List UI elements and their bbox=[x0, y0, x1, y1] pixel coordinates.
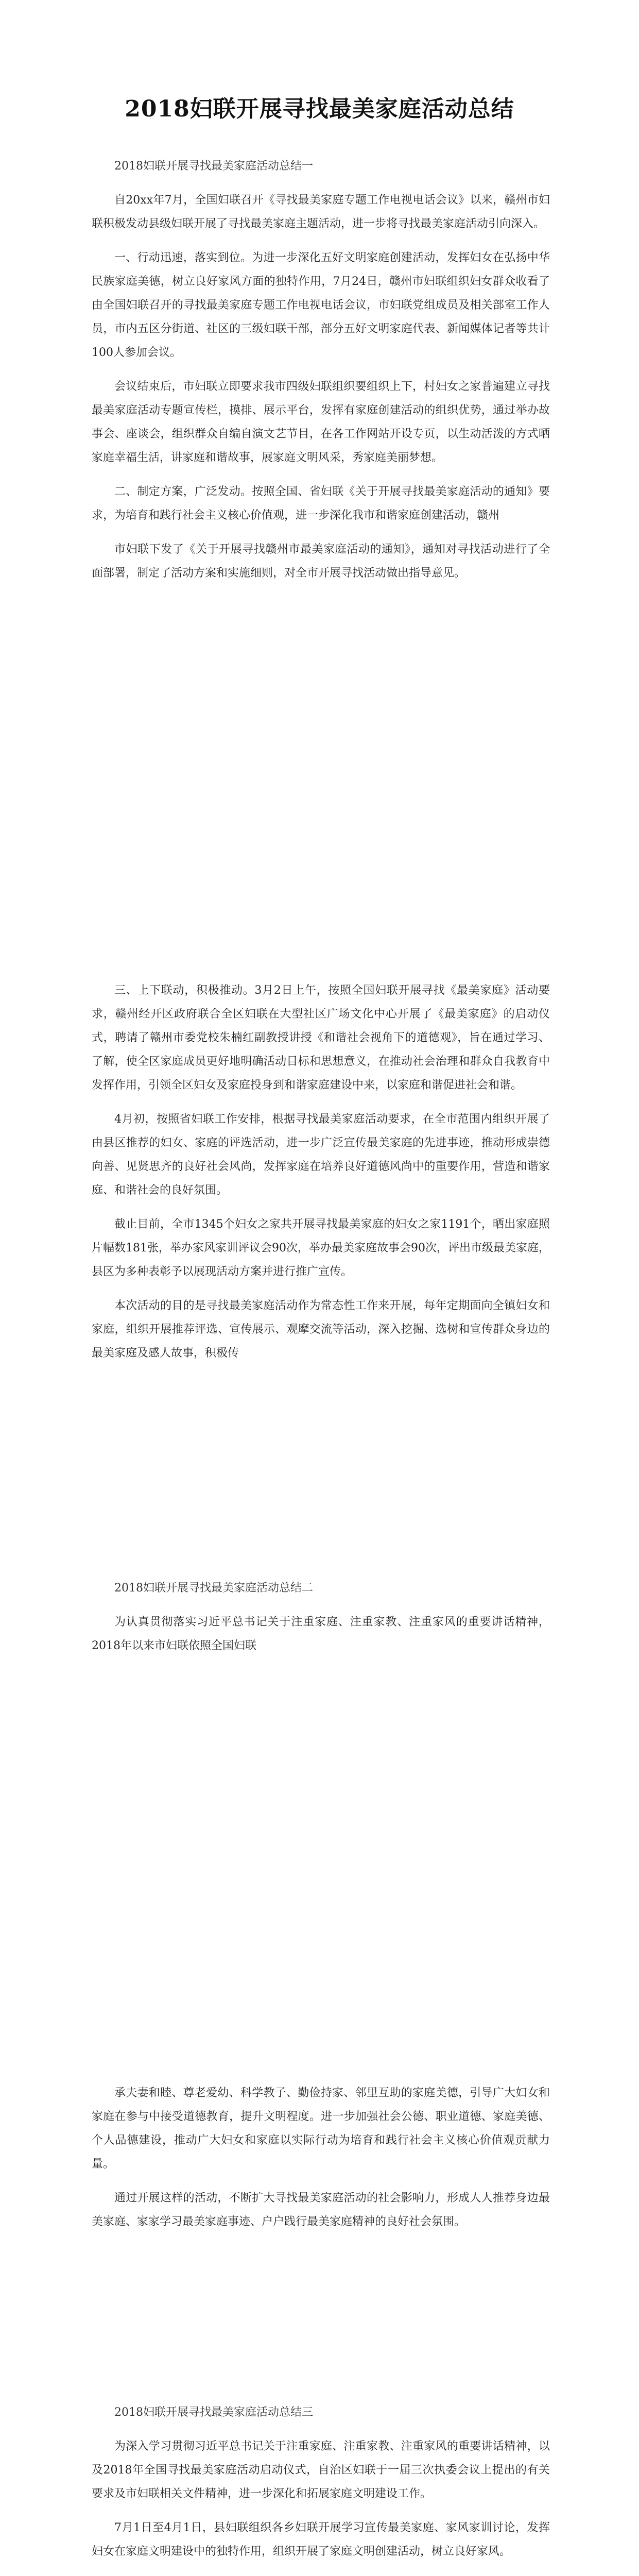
section-2 bbox=[92, 1577, 550, 1668]
paragraph: 7月1日至4月1日，县妇联组织各乡妇联开展学习宣传最美家庭、家风家训讨论，发挥妇女在家庭文明建设中的独特作用，组织开展了家庭文明创建活动，树立良好家风。 bbox=[92, 2521, 550, 2558]
paragraph: 自20xx年7月，全国妇联召开《寻找最美家庭专题工作电视电话会议》以来，赣州市妇联积极发动县级妇联开展了寻找最美家庭主题活动，进一步将寻找最美家庭活动引向深入。 bbox=[92, 194, 550, 230]
section-heading: 2018妇联开展寻找最美家庭活动总结二 bbox=[114, 1582, 313, 1595]
section-heading: 2018妇联开展寻找最美家庭活动总结三 bbox=[114, 2406, 313, 2419]
section-1 bbox=[92, 155, 550, 596]
paragraph: 二、制定方案，广泛发动。按照全国、省妇联《关于开展寻找最美家庭活动的通知》要求，为培育和践行社会主义核心价值观，进一步深化我市和谐家庭创建活动，赣州 bbox=[92, 485, 550, 522]
paragraph: 为深入学习贯彻习近平总书记关于注重家庭、注重家教、注重家风的重要讲话精神，以及2018年全国寻找最美家庭活动启动仪式，自治区妇联于一届三次执委会议上提出的有关要求及市妇联相关文件精神，进一步深化和拓展家庭文明建设工作。 bbox=[92, 2440, 550, 2500]
paragraph bbox=[92, 2574, 550, 2576]
paragraph: 会议结束后，市妇联立即要求我市四级妇联组织要组织上下，村妇女之家普遍建立寻找最美家庭活动专题宣传栏，摸排、展示平台，发挥有家庭创建活动的组织优势，通过举办故事会、座谈会，组织群众自编自演文艺节目，在各工作网站开设专页，以生动活泼的方式晒家庭幸福生活，讲家庭和谐故事，展家庭文明风采，秀家庭美丽梦想。 bbox=[92, 380, 550, 464]
section-1-continued bbox=[92, 979, 550, 1376]
paragraph: 一、行动迅速，落实到位。为进一步深化五好文明家庭创建活动，发挥妇女在弘扬中华民族家庭美德，树立良好家风方面的独特作用，7月24日，赣州市妇联组织妇女群众收看了由全国妇联召开的寻找最美家庭专题工作电视电话会议，市妇联党组成员及相关部室工作人员，市内五区分街道、社区的三级妇联干部，部分五好文明家庭代表、新闻媒体记者等共计100人参加会议。 bbox=[92, 251, 550, 359]
paragraph: 4月初，按照省妇联工作安排，根据寻找最美家庭活动要求，在全市范围内组织开展了由县区推荐的妇女、家庭的评选活动，进一步广泛宣传最美家庭的先进事迹，推动形成崇德向善、见贤思齐的良好社会风尚，发挥家庭在培养良好道德风尚中的重要作用，营造和谐家庭、和谐社会的良好氛围。 bbox=[92, 1113, 550, 1197]
paragraph: 承夫妻和睦、尊老爱幼、科学教子、勤俭持家、邻里互助的家庭美德，引导广大妇女和家庭在参与中接受道德教育，提升文明程度。进一步加强社会公德、职业道德、家庭美德、个人品德建设，推动广大妇女和家庭以实际行动为培育和践行社会主义核心价值观贡献力量。 bbox=[92, 2087, 550, 2171]
paragraph: 三、上下联动，积极推动。3月2日上午，按照全国妇联开展寻找《最美家庭》活动要求，赣州经开区政府联合全区妇联在大型社区广场文化中心开展了《最美家庭》的启动仪式，聘请了赣州市委党校朱楠红副教授讲授《和谐社会视角下的道德观》，旨在通过学习、了解，使全区家庭成员更好地明确活动目标和思想意义，在推动社会治理和群众自我教育中发挥作用，引领全区妇女及家庭投身到和谐家庭建设中来，以家庭和谐促进社会和谐。 bbox=[92, 984, 550, 1092]
document-title: 2018妇联开展寻找最美家庭活动总结 bbox=[125, 96, 514, 122]
paragraph: 为认真贯彻落实习近平总书记关于注重家庭、注重家教、注重家风的重要讲话精神，2018年以来市妇联依照全国妇联 bbox=[92, 1616, 550, 1652]
section-heading: 2018妇联开展寻找最美家庭活动总结一 bbox=[114, 160, 313, 173]
section-2-continued bbox=[92, 2081, 550, 2244]
paragraph: 本次活动的目的是寻找最美家庭活动作为常态性工作来开展，每年定期面向全镇妇女和家庭，组织开展推荐评选、宣传展示、观摩交流等活动，深入挖掘、选树和宣传群众身边的最美家庭及感人故事，积极传 bbox=[92, 1299, 550, 1360]
paragraph: 截止目前，全市1345个妇女之家共开展寻找最美家庭的妇女之家1191个，晒出家庭照片幅数181张，举办家风家训评议会90次，举办最美家庭故事会90次，评出市级最美家庭，县区为多种表彰予以展现活动方案并进行推广宣传。 bbox=[92, 1218, 550, 1278]
paragraph: 通过开展这样的活动，不断扩大寻找最美家庭活动的社会影响力，形成人人推荐身边最美家庭、家家学习最美家庭事迹、户户践行最美家庭精神的良好社会氛围。 bbox=[92, 2192, 550, 2228]
section-3 bbox=[92, 2401, 550, 2576]
paragraph: 市妇联下发了《关于开展寻找赣州市最美家庭活动的通知》，通知对寻找活动进行了全面部署，制定了活动方案和实施细则，对全市开展寻找活动做出指导意见。 bbox=[92, 543, 550, 580]
